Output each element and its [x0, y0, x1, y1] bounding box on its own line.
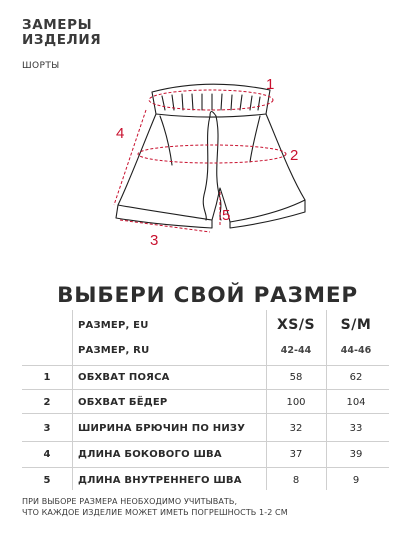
- row-5-value-1: 8: [292, 475, 300, 486]
- drawstring-left: [203, 116, 210, 220]
- row-3-number: 3: [43, 423, 51, 434]
- header-size-eu-label: РАЗМЕР, EU: [78, 320, 149, 331]
- note-line-1: ПРИ ВЫБОРЕ РАЗМЕРА НЕОБХОДИМО УЧИТЫВАТЬ,: [22, 497, 238, 506]
- right-hem: [230, 200, 305, 222]
- left-hem: [118, 205, 212, 220]
- row-2-value-2: 104: [346, 397, 366, 408]
- page-header: [22, 18, 172, 71]
- row-4-number: 4: [43, 449, 51, 460]
- size-eu-1: XS/S: [276, 317, 316, 333]
- row-5-number: 5: [43, 475, 51, 486]
- row-1-number: 1: [43, 372, 51, 383]
- left-pocket: [160, 116, 172, 165]
- row-2-number: 2: [43, 397, 51, 408]
- marker-4: 4: [116, 125, 125, 142]
- size-ru-1: 42-44: [280, 345, 312, 356]
- title-line-1: ЗАМЕРЫ: [22, 17, 93, 33]
- choose-size-headline: ВЫБЕРИ СВОЙ РАЗМЕР: [57, 283, 358, 308]
- size-ru-2: 44-46: [340, 345, 372, 356]
- hip-measure-line: [138, 145, 286, 163]
- row-1-value-1: 58: [289, 372, 303, 383]
- row-1-value-2: 62: [349, 372, 363, 383]
- shorts-measurement-diagram: [100, 70, 310, 245]
- header-size-ru-label: РАЗМЕР, RU: [78, 345, 150, 356]
- row-2-label: ОБХВАТ БЁДЕР: [78, 397, 168, 408]
- size-tolerance-note: [22, 496, 352, 518]
- marker-5: 5: [222, 207, 231, 224]
- size-table: [22, 310, 389, 490]
- row-3-value-2: 33: [349, 423, 363, 434]
- size-eu-2: S/M: [340, 317, 372, 333]
- row-4-label: ДЛИНА БОКОВОГО ШВА: [78, 449, 222, 460]
- row-5-label: ДЛИНА ВНУТРЕННЕГО ШВА: [78, 475, 242, 486]
- row-4-value-1: 37: [289, 449, 303, 460]
- note-line-2: ЧТО КАЖДОЕ ИЗДЕЛИЕ МОЖЕТ ИМЕТЬ ПОГРЕШНОСТЬ 1-2 СМ: [22, 508, 288, 517]
- marker-2: 2: [290, 147, 299, 164]
- product-name: ШОРТЫ: [22, 61, 60, 71]
- marker-1: 1: [266, 76, 275, 93]
- row-4-value-2: 39: [349, 449, 363, 460]
- hem-width-measure-line: [120, 220, 210, 232]
- marker-3: 3: [150, 232, 159, 245]
- row-1-label: ОБХВАТ ПОЯСА: [78, 372, 170, 383]
- waist-measure-line: [149, 90, 273, 110]
- right-pocket: [250, 116, 260, 162]
- row-5-value-2: 9: [352, 475, 360, 486]
- title-line-2: ИЗДЕЛИЯ: [22, 31, 102, 48]
- row-3-label: ШИРИНА БРЮЧИН ПО НИЗУ: [78, 423, 246, 434]
- row-2-value-1: 100: [286, 397, 306, 408]
- row-3-value-1: 32: [289, 423, 303, 434]
- waistband-gathers: [162, 94, 260, 110]
